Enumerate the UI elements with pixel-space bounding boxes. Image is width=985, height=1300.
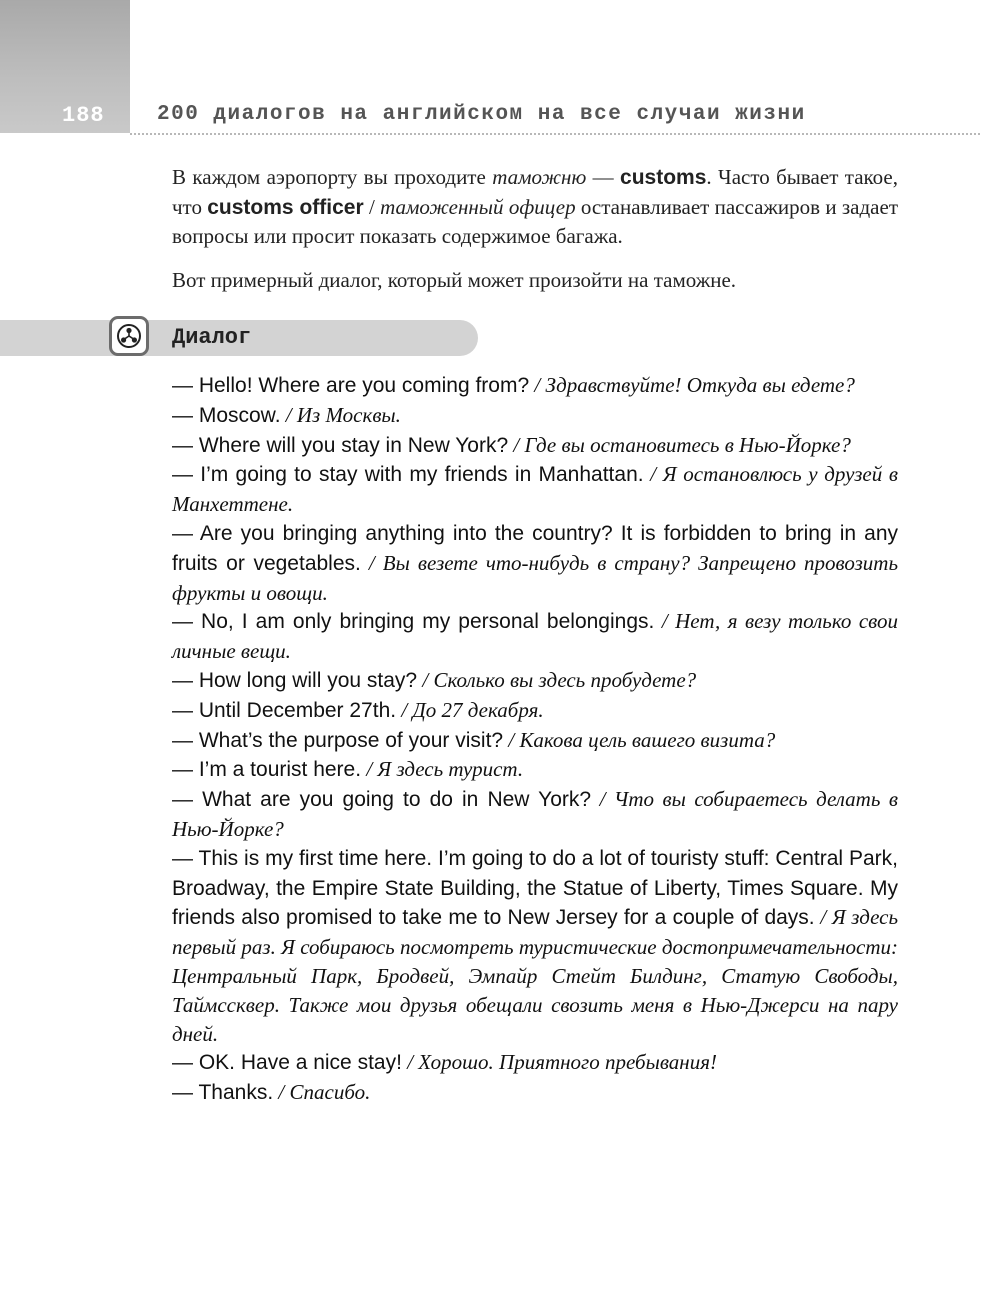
intro-term-ru: таможню	[492, 165, 587, 189]
dialog-line-russian: / Я здесь турист.	[366, 757, 524, 782]
dialog-line-russian: / Спасибо.	[278, 1080, 371, 1105]
dialog-line-russian: / Где вы остановитесь в Нью-Йорке?	[513, 432, 851, 457]
dialog-line-russian: / Хорошо. Приятного пребывания!	[407, 1050, 717, 1075]
dialog-line	[172, 726, 898, 756]
intro-term-ru: таможенный офицер	[380, 194, 576, 219]
dialog-line-english: — Are you bringing anything into the country? It is forbidden to bring in any fruits or vegetables.	[172, 521, 898, 575]
intro-text-run: . Часто бывает такое, что	[172, 165, 898, 219]
intro-term-en: customs officer	[207, 195, 364, 219]
dialog-line-english: — This is my first time here. I’m going to do a lot of touristy stuff: Central Park, Broadway, the Empire State Building, the Statue of Liberty, Times Square. My friends also promised to take me to New Jersey for a couple of days.	[172, 846, 898, 930]
dialog-line-english: — Thanks.	[172, 1081, 274, 1105]
dialog-line-english: — Where will you stay in New York?	[172, 433, 509, 457]
dialog-line-english: — No, I am only bringing my personal belongings.	[172, 610, 655, 634]
intro-paragraph-1	[172, 163, 898, 251]
dialog-line	[172, 755, 898, 785]
dialog-line-russian: / Я остановлюсь у друзей в Манхеттене.	[172, 462, 899, 517]
dialog-line-russian: / Здравствуйте! Откуда вы едете?	[534, 373, 855, 397]
intro-text-run: /	[363, 194, 381, 219]
dialog-line-english: — I’m a tourist here.	[172, 758, 362, 782]
dialog-line-english: — What’s the purpose of your visit?	[172, 728, 504, 752]
intro-text	[172, 163, 898, 294]
dialog-icon	[109, 316, 149, 356]
dialog-line	[172, 460, 898, 519]
intro-text-run: —	[586, 165, 621, 189]
dialog-line-english: — What are you going to do in New York?	[172, 788, 592, 812]
dialog-line	[172, 666, 898, 696]
dialog-line	[172, 519, 898, 607]
dialog-line-russian: / Из Москвы.	[285, 402, 401, 427]
intro-text-run: В каждом аэропорту вы проходите	[172, 165, 493, 189]
dialog-heading: Диалог	[172, 325, 252, 350]
dialog-line	[172, 696, 898, 726]
dialog-line	[172, 785, 898, 844]
dialog-line	[172, 431, 898, 461]
dialog-line	[172, 607, 898, 666]
dialog-line	[172, 844, 898, 1049]
dialog-line	[172, 1048, 898, 1078]
dialog-line	[172, 371, 898, 401]
header-divider	[130, 133, 980, 135]
dialog-line-russian: / Я здесь первый раз. Я собираюсь посмотреть туристические достопримечательности: Центральный Парк, Бродвей, Эмпайр Стейт Билдинг, Статую Свободы, Таймссквер. Также мои друзья обещали свозить меня в Нью-Джерси на пару дней.	[172, 905, 899, 1046]
dialog-line	[172, 401, 898, 431]
dialog-line-russian: / Какова цель вашего визита?	[508, 727, 776, 752]
dialog-symbol-icon	[115, 322, 143, 350]
dialog-line-english: — Moscow.	[172, 403, 281, 427]
dialog-line	[172, 1078, 898, 1108]
page-number: 188	[62, 103, 105, 128]
dialog-line-russian: / Что вы собираетесь делать в Нью-Йорке?	[172, 787, 899, 841]
dialog-body	[172, 371, 898, 1108]
intro-term-en: customs	[620, 166, 707, 189]
dialog-line-russian: / Вы везете что-нибудь в страну? Запрещено провозить фрукты и овощи.	[172, 550, 898, 605]
dialog-line-russian: / Нет, я везу только свои личные вещи.	[172, 609, 898, 664]
running-title: 200 диалогов на английском на все случаи жизни	[157, 103, 806, 126]
dialog-line-english: — I’m going to stay with my friends in Manhattan.	[172, 463, 644, 487]
dialog-line-russian: / Сколько вы здесь пробудете?	[422, 667, 697, 692]
intro-text-run: останавливает пассажиров и задает вопросы или просит показать содержимое багажа.	[172, 194, 898, 249]
dialog-line-english: — How long will you stay?	[172, 668, 418, 692]
intro-paragraph-2: Вот примерный диалог, который может произойти на таможне.	[172, 267, 737, 292]
dialog-line-english: — OK. Have a nice stay!	[172, 1051, 402, 1075]
dialog-line-russian: / До 27 декабря.	[401, 697, 544, 722]
dialog-line-english: — Until December 27th.	[172, 698, 397, 722]
dialog-line-english: — Hello! Where are you coming from?	[172, 374, 530, 397]
